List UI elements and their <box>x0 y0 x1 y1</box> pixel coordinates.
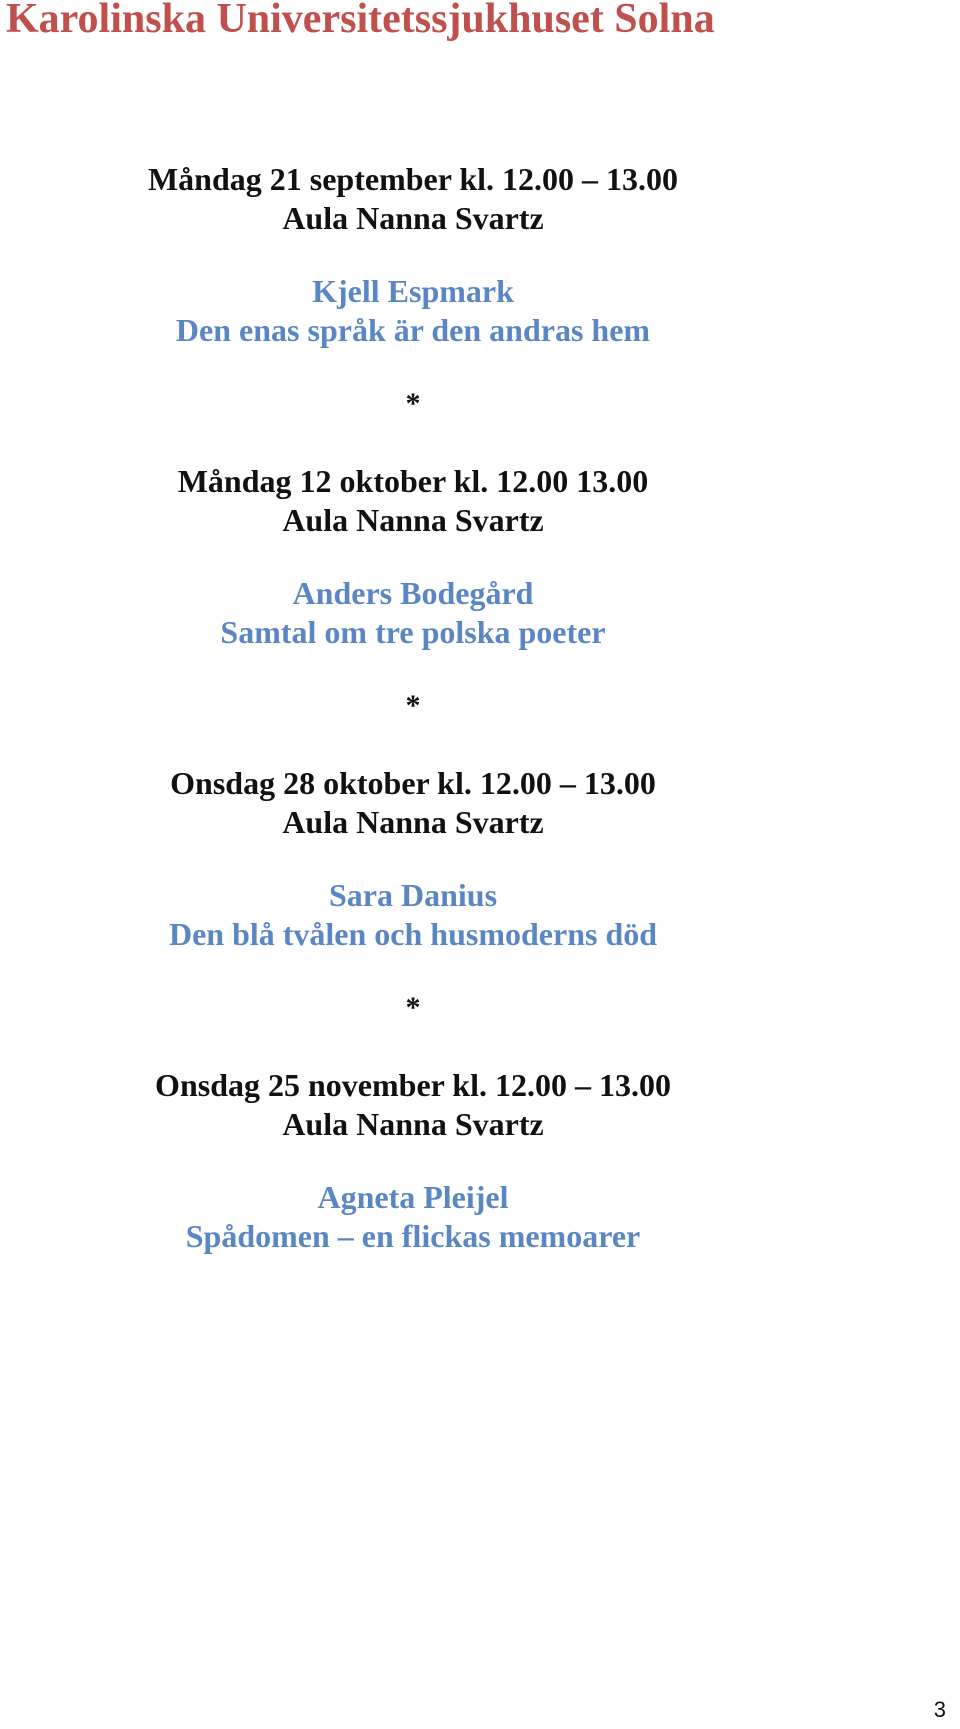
event-datetime: Måndag 21 september kl. 12.00 – 13.00 <box>147 161 679 197</box>
event-speaker: Sara Danius <box>328 877 498 913</box>
event-speaker: Agneta Pleijel <box>317 1179 509 1215</box>
event-item <box>0 1066 826 1256</box>
event-separator: * <box>405 991 421 1024</box>
event-venue: Aula Nanna Svartz <box>282 502 544 538</box>
event-item <box>0 764 826 954</box>
event-datetime: Onsdag 25 november kl. 12.00 – 13.00 <box>155 1067 671 1103</box>
event-topic: Spådomen – en flickas memoarer <box>185 1218 641 1254</box>
event-venue: Aula Nanna Svartz <box>282 200 544 236</box>
event-venue: Aula Nanna Svartz <box>282 804 544 840</box>
page-title: Karolinska Universitetssjukhuset Solna <box>6 0 715 42</box>
event-program <box>0 160 826 1256</box>
event-datetime: Måndag 12 oktober kl. 12.00 13.00 <box>177 463 649 499</box>
event-topic: Samtal om tre polska poeter <box>220 614 606 650</box>
event-topic: Den enas språk är den andras hem <box>175 312 651 348</box>
event-item <box>0 462 826 652</box>
event-topic: Den blå tvålen och husmoderns död <box>168 916 658 952</box>
event-venue: Aula Nanna Svartz <box>282 1106 544 1142</box>
event-speaker: Anders Bodegård <box>292 575 534 611</box>
page-number: 3 <box>933 1697 946 1722</box>
event-datetime: Onsdag 28 oktober kl. 12.00 – 13.00 <box>170 765 656 801</box>
event-separator: * <box>405 689 421 722</box>
event-item <box>0 160 826 350</box>
event-separator: * <box>405 387 421 420</box>
event-speaker: Kjell Espmark <box>312 273 514 309</box>
